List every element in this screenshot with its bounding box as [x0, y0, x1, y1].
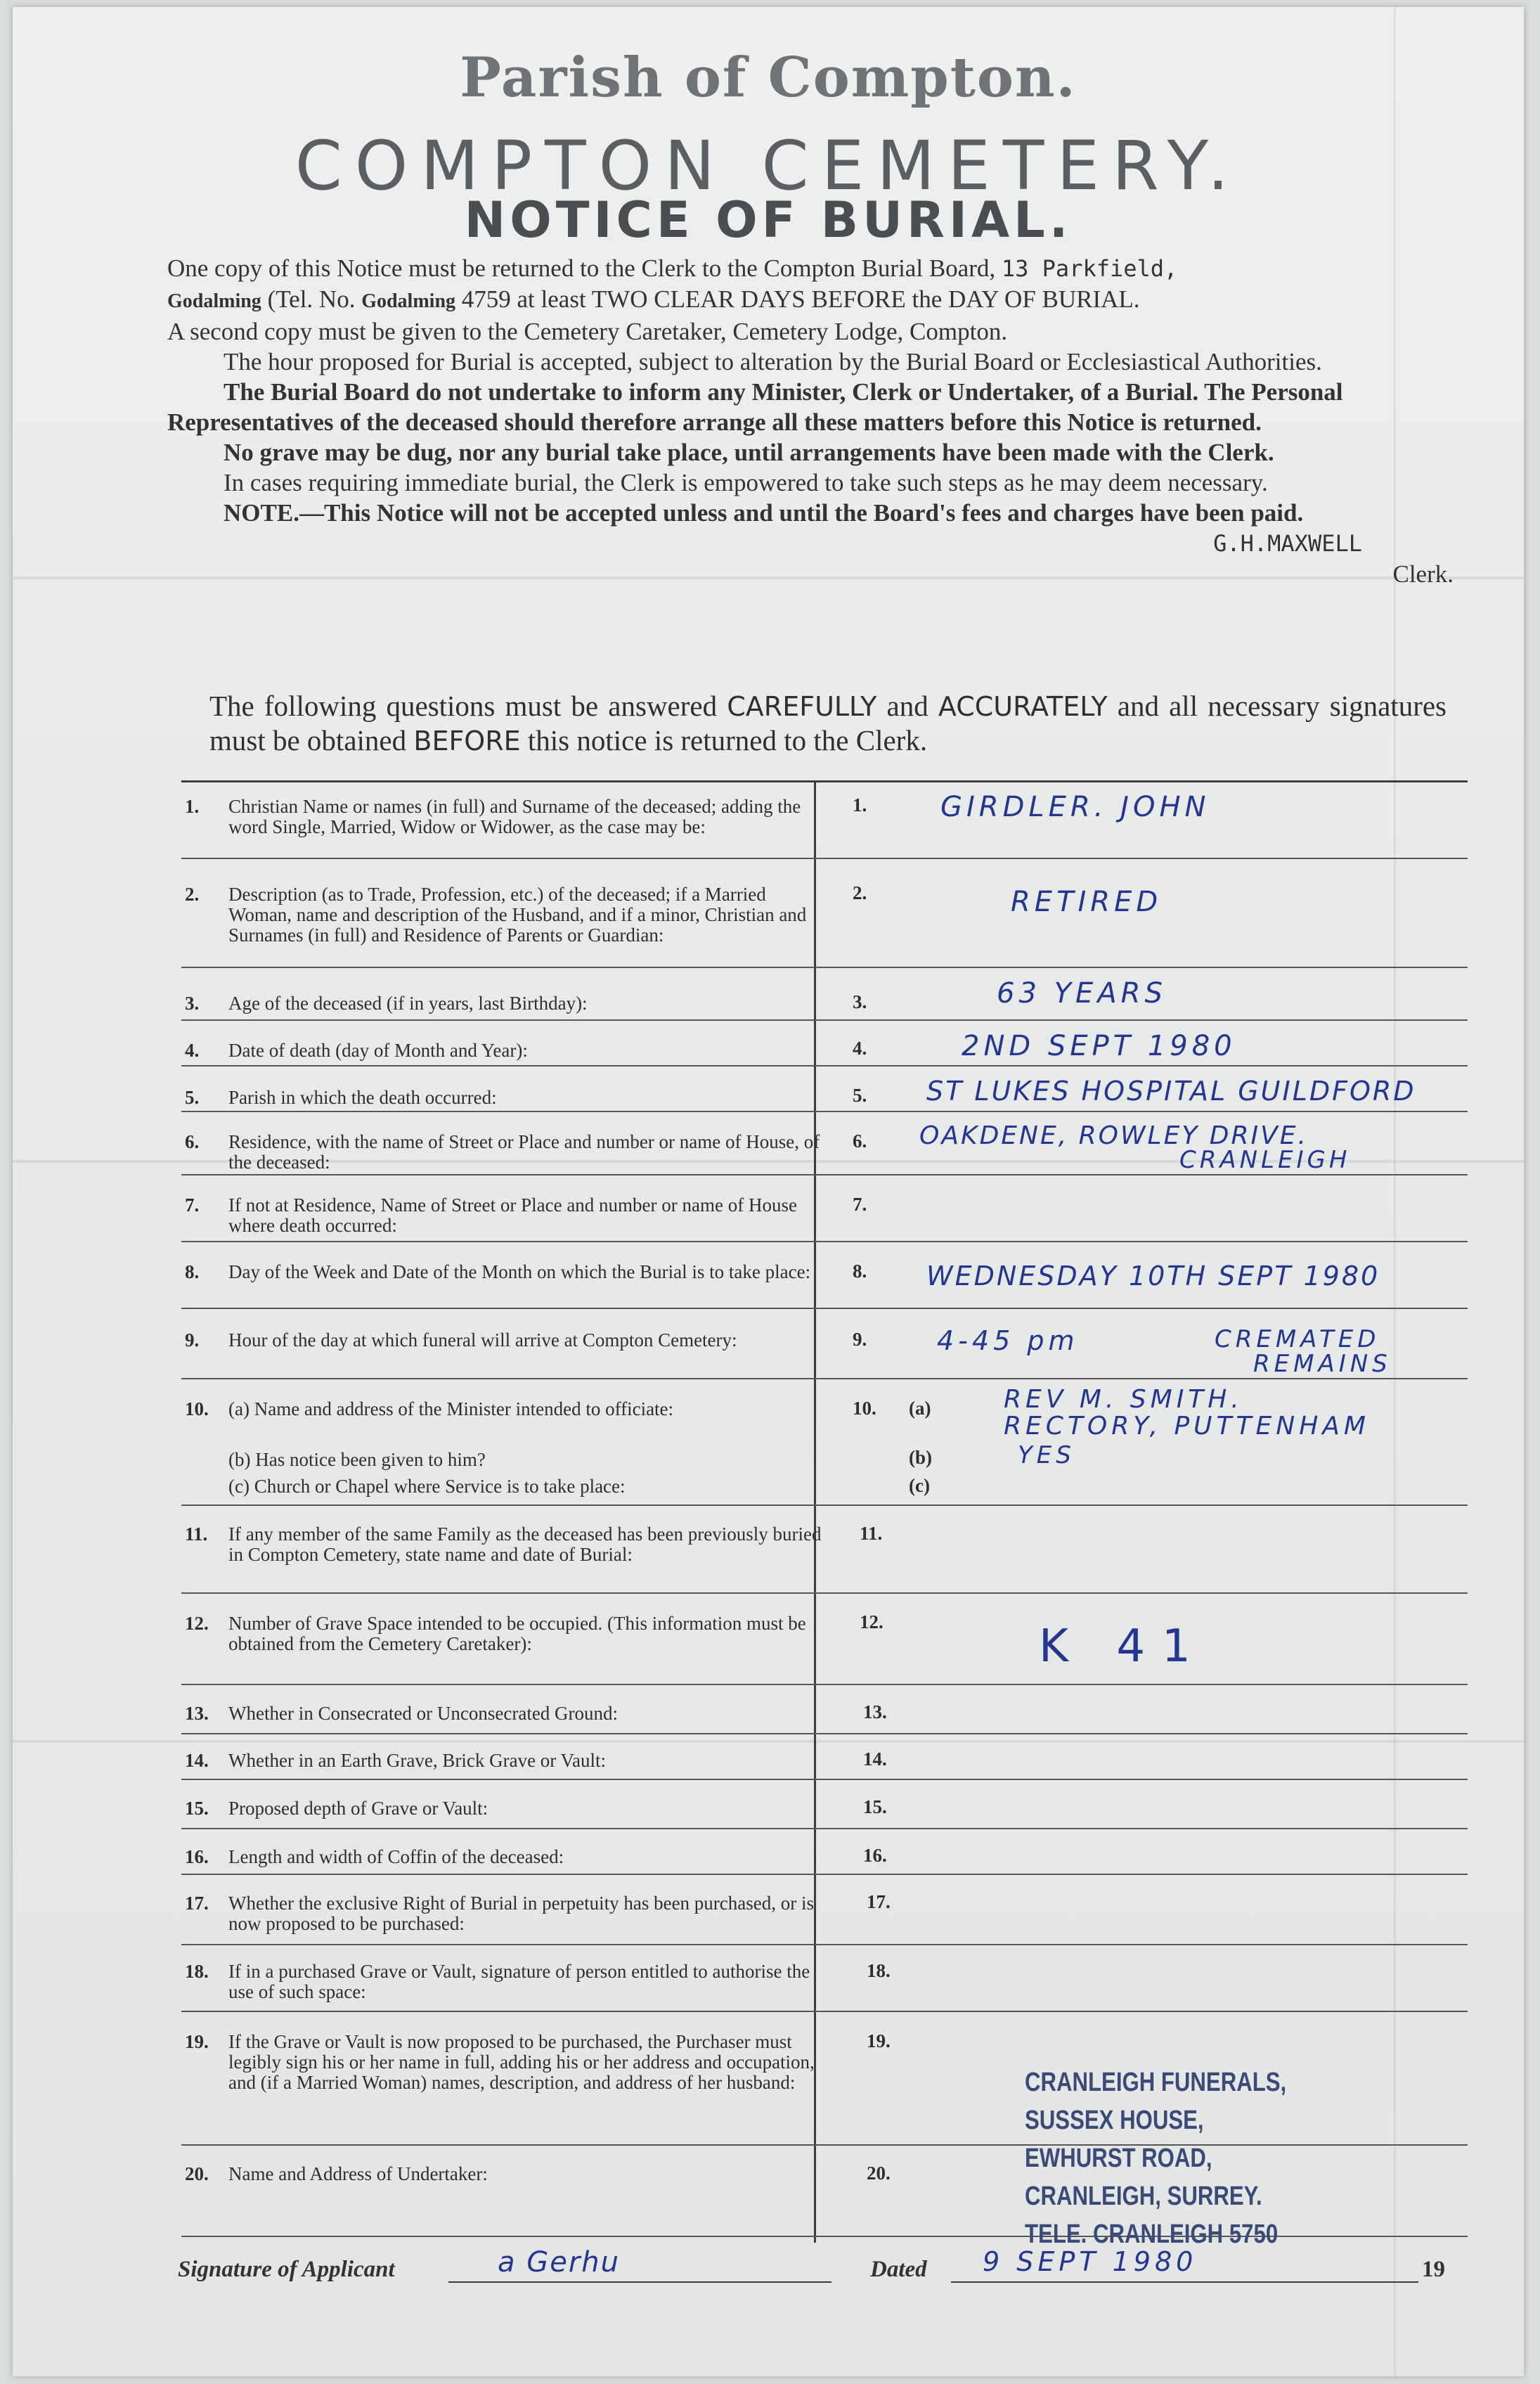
answer-num-12: 12. — [860, 1611, 884, 1632]
answer-description: RETIRED — [1011, 886, 1163, 918]
row-rule — [181, 1874, 1468, 1875]
notice-subtitle: NOTICE OF BURIAL. — [464, 191, 1073, 249]
tel-number: 4759 — [461, 285, 511, 313]
instruction-and: and — [886, 690, 928, 722]
instruction-carefully: CAREFULLY — [727, 691, 877, 722]
para-grave: No grave may be dug, nor any burial take place, until arrangements have been made with the Clerk. — [224, 439, 1274, 466]
answer-parish: ST LUKES HOSPITAL GUILDFORD — [926, 1076, 1416, 1107]
answer-num-8: 8. — [853, 1261, 867, 1282]
answer-num-13: 13. — [863, 1701, 887, 1722]
dated-value: 9 SEPT 1980 — [983, 2246, 1198, 2277]
answer-minister: REV M. SMITH. — [1004, 1385, 1243, 1414]
notice-of-burial-form: Parish of Compton. COMPTON CEMETERY. NOTICE OF BURIAL. One copy of this Notice must be returned to the Clerk to the Compton Burial Board, 13 Parkfield, Godalming (Tel. No. Godalming 4759 at least TWO CLEAR DAYS BEFORE the DAY OF BURIAL. A second copy must be given to the Cemetery Caretaker, Cemetery Lodge, Compton. The hour proposed for Burial is accepted, subject to alteration by the Burial Board or Ecclesiastical Authorities. The Burial Board do not undertake to inform any Minister, Clerk or Undertaker, of a Burial. The Personal Representatives of the deceased should therefore arrange all these matters before this Notice is returned. No grave may be dug, nor any burial take place, until arrangements have been made with the Clerk. In cases requiring immediate burial, the Clerk is empowered to take such steps as he may deem necessary. NOTE.—This Notice will not be accepted unless and until the Board's fees and charges have been paid. G.H.MAXWELL Clerk. The following questions must be answered CAREFULLY and ACCURATELY and all necessary signatures must be obtained BEFORE this notice is returned to the Clerk. 1. Christian Name or names (in full) and Surname of the deceased; adding the word Single, Married, Widow or Widower, as the case may be: 2. Description (as to Trade, Profession, etc.) of the deceased; if a Married Woman, name and description of the Husband, and if a minor, Christian and Surnames (in full) and Residence of Parents or Guardian: 3. Age of the deceased (if in years, last Birthday): 4. Date of death (day of Month and Year): 5. Parish in which the death occurred: 6. Residence, with the name of Street or Place and number or name of House, of the deceased: 7. If not at Residence, Name of Street or Place and number or name of House where death occurred: 8. Day of the Week and Date of the Month on which the Burial is to take place: 9. Hour of the day at which funeral will arrive at Compton Cemetery: 10. (a) Name and address of the Minister intended to officiate: (b) Has notice been given to him? (c) Church or Chapel where Service is to take place: 11. If any member of the same Family as the deceased has been previously buried in Compton Cemetery, state name and date of Burial: 12. Number of Grave Space intended to be occupied. (This information must be obtained from the Cemetery Caretaker): 13. Whether in Consecrated or Unconsecrated Ground: 14. Whether in an Earth Grave, Brick Grave or Vault: 15. Proposed depth of Grave or Vault: 16. Length and width of Coffin of the deceased: 17. Whether the exclusive Right of Burial in perpetuity has been purchased, or is now proposed to be purchased: 18. If in a purchased Grave or Vault, signature of person entitled to authorise the use of such space: 19. If the Grave or Vault is now proposed to be purchased, the Purchaser must legibly sign his or her name in full, adding his or her address and occupation, and (if a Married Woman) names, description, and address of her husband: 20. Name and Address of Undertaker: 1. 2. 3. 4. 5. 6. 7. 8. 9. 10. (a) (b) (c) 11. 12. 13. 14. 15. 16. 17. 18. 19. 20. GIRDLER. JOHN RETIRED 63 YEARS 2ND SEPT 1980 ST LUKES HOSPITAL GUILDFORD OAKDENE, ROWLEY DRIVE. CRANLEIGH WEDNESDAY 10TH SEPT 1980 4-45 pm CREMATED REMAINS REV M. SMITH. RECTORY, PUTTENHAM YES K 41 CRANLEIGH FUNERALS, SUSSEX HOUSE, EWHURST ROAD, CRANLEIGH, SURREY. TELE. CRANLEIGH 5750 Signature of Applicant a Gerhu Dated 9 SEPT 1980 19 — [13, 7, 1524, 2376]
row-rule — [181, 1308, 1468, 1309]
row-rule — [181, 1111, 1468, 1112]
answer-num-10b: (b) — [909, 1447, 932, 1468]
instruction-part2: and all necessary signatures must be obtained — [209, 690, 1447, 756]
answer-num-7: 7. — [853, 1194, 867, 1215]
intro-text — [167, 253, 1468, 589]
answer-notice-given: YES — [1018, 1441, 1075, 1469]
intro-line3: A second copy must be given to the Cemetery Caretaker, Cemetery Lodge, Compton. — [167, 318, 1008, 345]
answer-num-18: 18. — [867, 1960, 891, 1981]
stamp-line-5: TELE. CRANLEIGH 5750 — [1025, 2219, 1279, 2249]
parish-heading: Parish of Compton. — [460, 46, 1077, 110]
answer-hour: 4-45 pm — [937, 1325, 1079, 1356]
dated-label: Dated — [870, 2257, 927, 2282]
town-label-2: Godalming — [361, 290, 456, 312]
answer-num-17: 17. — [867, 1891, 891, 1912]
answer-num-15: 15. — [863, 1796, 887, 1817]
instruction-text — [209, 689, 1447, 758]
answer-num-20: 20. — [867, 2163, 891, 2184]
row-rule — [181, 1828, 1468, 1829]
answer-num-6: 6. — [853, 1130, 867, 1152]
year-suffix: 19 — [1422, 2257, 1445, 2282]
instruction-accurately: ACCURATELY — [938, 691, 1108, 722]
row-rule — [181, 1592, 1468, 1594]
answer-num-9: 9. — [853, 1329, 867, 1350]
answer-num-1: 1. — [853, 794, 867, 816]
row-rule — [181, 1944, 1468, 1945]
row-rule — [181, 1684, 1468, 1685]
answer-num-3: 3. — [853, 991, 867, 1012]
row-rule — [181, 1505, 1468, 1506]
signature-label: Signature of Applicant — [178, 2257, 395, 2282]
answer-cremated: CREMATED — [1215, 1325, 1380, 1353]
instruction-before: BEFORE — [413, 726, 521, 756]
clerk-role: Clerk. — [1392, 560, 1454, 588]
clerk-signatory: G.H.MAXWELL — [1213, 530, 1362, 557]
row-rule — [181, 1174, 1468, 1175]
instruction-part3: this notice is returned to the Clerk. — [527, 724, 928, 756]
answer-residence-2: CRANLEIGH — [1179, 1146, 1351, 1174]
question-10c: (c) Church or Chapel where Service is to take place: — [228, 1476, 626, 1497]
row-rule — [181, 2011, 1468, 2012]
cemetery-title: COMPTON CEMETERY. — [295, 127, 1242, 205]
row-rule — [181, 967, 1468, 968]
para-hour: The hour proposed for Burial is accepted, subject to alteration by the Burial Board or Ecclesiastical Authorities. — [224, 348, 1322, 375]
answer-name: GIRDLER. JOHN — [940, 791, 1210, 823]
question-10b: (b) Has notice been given to him? — [228, 1449, 486, 1470]
applicant-signature: a Gerhu — [498, 2246, 620, 2279]
answer-num-14: 14. — [863, 1748, 887, 1770]
answer-minister-address: RECTORY, PUTTENHAM — [1004, 1412, 1370, 1441]
row-rule — [181, 1241, 1468, 1242]
para-cases: In cases requiring immediate burial, the Clerk is empowered to take such steps as he may deem necessary. — [224, 469, 1268, 496]
row-rule — [181, 858, 1468, 859]
answer-num-10c: (c) — [909, 1475, 930, 1496]
answer-residence-1: OAKDENE, ROWLEY DRIVE. — [919, 1121, 1308, 1150]
instruction-part1: The following questions must be answered — [209, 690, 718, 722]
answer-num-11: 11. — [860, 1523, 883, 1544]
answer-num-4: 4. — [853, 1038, 867, 1059]
row-rule — [181, 1733, 1468, 1734]
stamp-line-2: SUSSEX HOUSE, — [1025, 2106, 1204, 2135]
answer-num-10a: (a) — [909, 1398, 931, 1419]
answer-age: 63 YEARS — [997, 977, 1167, 1010]
answer-remains: REMAINS — [1253, 1350, 1392, 1378]
dated-line — [951, 2281, 1418, 2283]
intro-line1: One copy of this Notice must be returned to the Clerk to the Compton Burial Board, — [167, 254, 996, 282]
fold-crease — [13, 1740, 1524, 1743]
answer-num-16: 16. — [863, 1845, 887, 1866]
tel-open: (Tel. No. — [267, 285, 356, 313]
note: NOTE.—This Notice will not be accepted unless and until the Board's fees and charges have been paid. — [224, 499, 1304, 527]
row-rule — [181, 1378, 1468, 1379]
town-label: Godalming — [167, 290, 261, 312]
stamp-line-1: CRANLEIGH FUNERALS, — [1025, 2068, 1287, 2097]
signature-line — [448, 2281, 832, 2283]
answer-grave-space: K 41 — [1039, 1621, 1208, 1673]
answer-num-19: 19. — [867, 2030, 891, 2051]
answer-date-of-death: 2ND SEPT 1980 — [962, 1030, 1236, 1062]
answer-num-2: 2. — [853, 882, 867, 903]
answer-num-10: 10. — [853, 1398, 876, 1419]
row-rule — [181, 1019, 1468, 1021]
stamp-line-4: CRANLEIGH, SURREY. — [1025, 2182, 1262, 2211]
intro-line2: at least TWO CLEAR DAYS BEFORE the DAY OF BURIAL. — [517, 285, 1140, 313]
para-board: The Burial Board do not undertake to inform any Minister, Clerk or Undertaker, of a Burial. The Personal Representatives of the deceased should therefore arrange all these matters before this Notice is returned. — [167, 378, 1343, 436]
stamp-line-3: EWHURST ROAD, — [1025, 2144, 1212, 2173]
row-rule — [181, 1779, 1468, 1780]
row-rule — [181, 1065, 1468, 1067]
answer-burial-date: WEDNESDAY 10TH SEPT 1980 — [926, 1261, 1380, 1291]
answer-num-5: 5. — [853, 1085, 867, 1106]
undertaker-stamp — [1025, 2063, 1286, 2253]
table-top-rule — [181, 780, 1468, 782]
clerk-address: 13 Parkfield, — [1001, 255, 1178, 282]
